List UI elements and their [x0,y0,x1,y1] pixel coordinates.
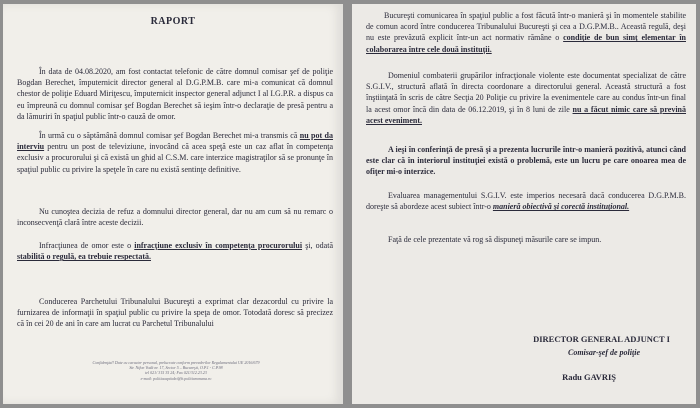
paragraph-2 [17,130,333,175]
paragraph-1: În data de 04.08.2020, am fost contactat telefonic de către domnul comisar şef de poliţie Bogdan Berechet, împuternicit director general al D.G.P.M.B. care mi-a comunicat că domnul chestor de poliţie Eduard Miriţescu, împuternicit inspector general adjunct I al I.G.P.R. a dispus ca eu împreună cu domnul comisar şef Bogdan Berechet să ieşim într-o declaraţie de presă pentru a da lămuriri în spaţiul public într-o cauză de omor. [17,67,333,121]
paragraph-9 [366,190,686,212]
paragraph-2-bold: nu pot da interviu [17,131,333,152]
paragraph-8: A ieşi în conferinţă de presă şi a prezenta lucrurile într-o manieră pozitivă, atunci când este clar că în interiorul instituţiei există o problemă, este un lucru pe care onoarea mea de ofiţer mi-o interzice. [366,145,686,177]
signature-name: Radu GAVRIŞ [562,372,616,382]
paragraph-7-text-a: Domeniul combaterii grupărilor infracţionale violente este documentat specializat de către S.G.I.V., structură aflată în directa coordonare a directorului general. Această structură a fost înştiinţată în scris de către Secţia 20 Poliţie cu privire la evenimentele care au condus într-un final la acest omor încă din data de 06.12.2019, şi în 8 luni de zile [366,71,686,114]
paragraph-4 [17,240,333,262]
signature-title: DIRECTOR GENERAL ADJUNCT I [533,334,670,344]
footer-line-4: e-mail: politiacapitalei@b.politiaromana.ro [140,375,212,381]
page-footer [61,360,291,381]
paragraph-6-bold: condiţie de bun simţ elementar în colaborarea între cele două instituţii. [366,33,686,54]
paragraph-4-bold: infracţiune exclusiv în competenţa procurorului [134,241,303,250]
report-page-left [3,4,343,404]
paragraph-4-text-a: Infracţiunea de omor este o [39,241,135,250]
paragraph-5: Conducerea Parchetului Tribunalului Bucureşti a exprimat clar dezacordul cu privire la furnizarea de informaţii în spaţiul public cu privire la speţa de omor. Totodată doresc să precizez că în cei 20 de ani în care am lucrat cu Parchetul Tribunalului [17,297,333,329]
footer-line-3: tel 021/ 315 35 24; Fax 021/312.23.23 [145,370,207,376]
paragraph-3: Nu cunoştea decizia de refuz a domnului director general, dar nu am cum să nu remarc o inconsecvenţă clară între aceste decizii. [17,207,333,228]
paragraph-6-text-a: Bucureşti comunicarea în spaţiul public a fost făcută într-o manieră şi în momentele stabilite de comun acord între conducerea Tribunalului Bucureşti şi cea a D.G.P.M.B.. Această regulă, deşi nu este prevăzută explicit într-un act normativ rămâne o [366,11,686,43]
paragraph-10: Faţă de cele prezentate vă rog să dispuneţi măsurile care se impun. [388,235,602,244]
paragraph-7 [366,70,686,126]
footer-line-2: Str. Nifon Vodă nr. 17, Sector 5 – Bucureşti, O.P.1 - C.P.98 [129,365,223,371]
report-page-right [352,4,696,404]
paragraph-6 [366,10,686,55]
paragraph-2-text-c: pentru un post de televiziune, invocând că acea speţă este un caz aflat în competenţa exclusiv a procurorului şi că există un ghid al C.S.M. care interzice magistraţilor să se pronunţe în spaţiul public cu privire la speţele în care nu există sentinţe definitive. [17,142,333,174]
paragraph-4-bold-2: stabilită o regulă, ea trebuie respectată. [17,252,151,262]
paragraph-7-bold: nu a făcut nimic care să prevină acest eveniment. [366,104,687,125]
paragraph-9-text-a: Evaluarea managementului S.G.I.V. este imperios necesară dacă conducerea D.G.P.M.B. doreşte să abordeze acest subiect într-o [366,191,686,212]
document-title: RAPORT [150,16,196,27]
footer-line-1: Confidenţial! Date cu caracter personal, prelucrate conform prevederilor Regulamentului UE 2016/679 [92,360,260,365]
paragraph-2-text-a: În urmă cu o săptămână domnul comisar şef Bogdan Berechet mi-a transmis că [39,131,300,140]
signature-rank: Comisar-şef de poliţie [568,348,640,357]
paragraph-9-bold: manieră obiectivă şi corectă instituţional. [492,202,630,212]
paragraph-4-text-c: şi, odată [302,241,333,250]
